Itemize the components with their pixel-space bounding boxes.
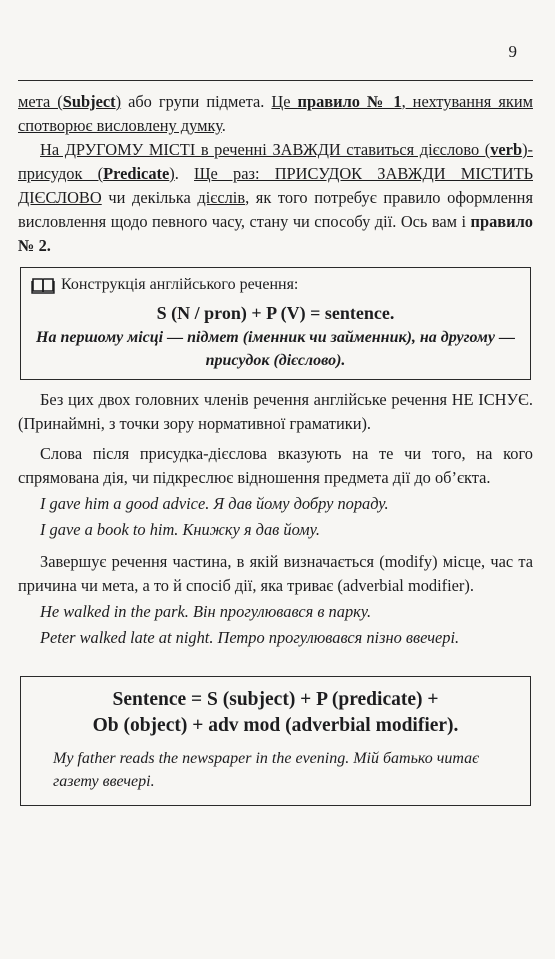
construction-title: Конструкція англійського речення:	[61, 276, 299, 293]
construction-note: На першому місці — підмет (іменник чи займенник), на другому — присудок (дієслово).	[36, 329, 515, 369]
example-line: He walked in the park. Він прогулювався в парку.	[40, 602, 372, 621]
text-span: На ДРУГОМУ МІСТІ в реченні ЗАВЖДИ ставиться дієслово (	[40, 140, 491, 159]
header-rule	[18, 80, 533, 81]
paragraph-rule-1	[18, 90, 533, 138]
construction-box	[20, 267, 531, 380]
text-span: )-присудок (	[18, 140, 533, 183]
paragraph-text: Без цих двох головних членів речення англійське речення НЕ ІСНУЄ. (Принаймні, з точки зору нормативної граматики).	[18, 390, 533, 433]
page-number: 9	[508, 42, 517, 61]
text-span: або групи підмета.	[121, 92, 272, 111]
paragraph-rule-2	[18, 138, 533, 258]
text-span: .	[46, 236, 51, 255]
text-span: )	[115, 92, 122, 111]
construction-box-header	[31, 273, 520, 297]
text-span: , як того потребує правило оформлення висловлення щодо певного часу, стану чи способу дії. Ось вам і	[18, 188, 533, 231]
text-span: Це	[271, 92, 298, 111]
text-span: )	[169, 164, 175, 183]
sentence-example: My father reads the newspaper in the evening. Мій батько читає газету ввечері.	[53, 750, 480, 790]
construction-formula: S (N / pron) + P (V) = sentence.	[156, 303, 395, 323]
book-icon	[31, 277, 55, 294]
text-span: Ще раз: ПРИСУДОК ЗАВЖДИ МІСТИТЬ ДІЄСЛОВО	[18, 164, 533, 207]
page-content	[18, 90, 533, 806]
text-span: , нехтування яким спотворює висловлену думку	[18, 92, 533, 135]
example-line: Peter walked late at night. Петро прогулювався пізно ввечері.	[40, 628, 460, 647]
paragraph-text: Завершує речення частина, в якій визначається (modify) місце, час та причина чи мета, а то й спосіб дії, яка триває (adverbial modifier).	[18, 552, 533, 595]
term-verb: verb	[490, 140, 523, 159]
term-subject: Subject	[62, 92, 116, 111]
rule-1-label: правило № 1	[297, 92, 402, 111]
paragraph-text: Слова після присудка-дієслова вказують на те чи того, на кого спрямована дія, чи підкреслює відношення предмета дії до об’єкта.	[18, 444, 533, 487]
sentence-formula-line: Ob (object) + adv mod (adverbial modifier).	[92, 715, 459, 736]
example-line: I gave a book to him. Книжку я дав йому.	[40, 520, 320, 539]
text-span: .	[221, 116, 226, 135]
sentence-formula-line: Sentence = S (subject) + P (predicate) +	[112, 689, 439, 710]
text-span: дієслів	[197, 188, 246, 207]
text-span: .	[174, 164, 195, 183]
term-predicate: Predicate	[103, 164, 170, 183]
text-span: мета (	[18, 92, 63, 111]
text-span: чи декілька	[101, 188, 198, 207]
rule-2-label: правило № 2	[18, 212, 533, 255]
sentence-formula-box	[20, 676, 531, 806]
example-line: I gave him a good advice. Я дав йому добру пораду.	[40, 494, 389, 513]
